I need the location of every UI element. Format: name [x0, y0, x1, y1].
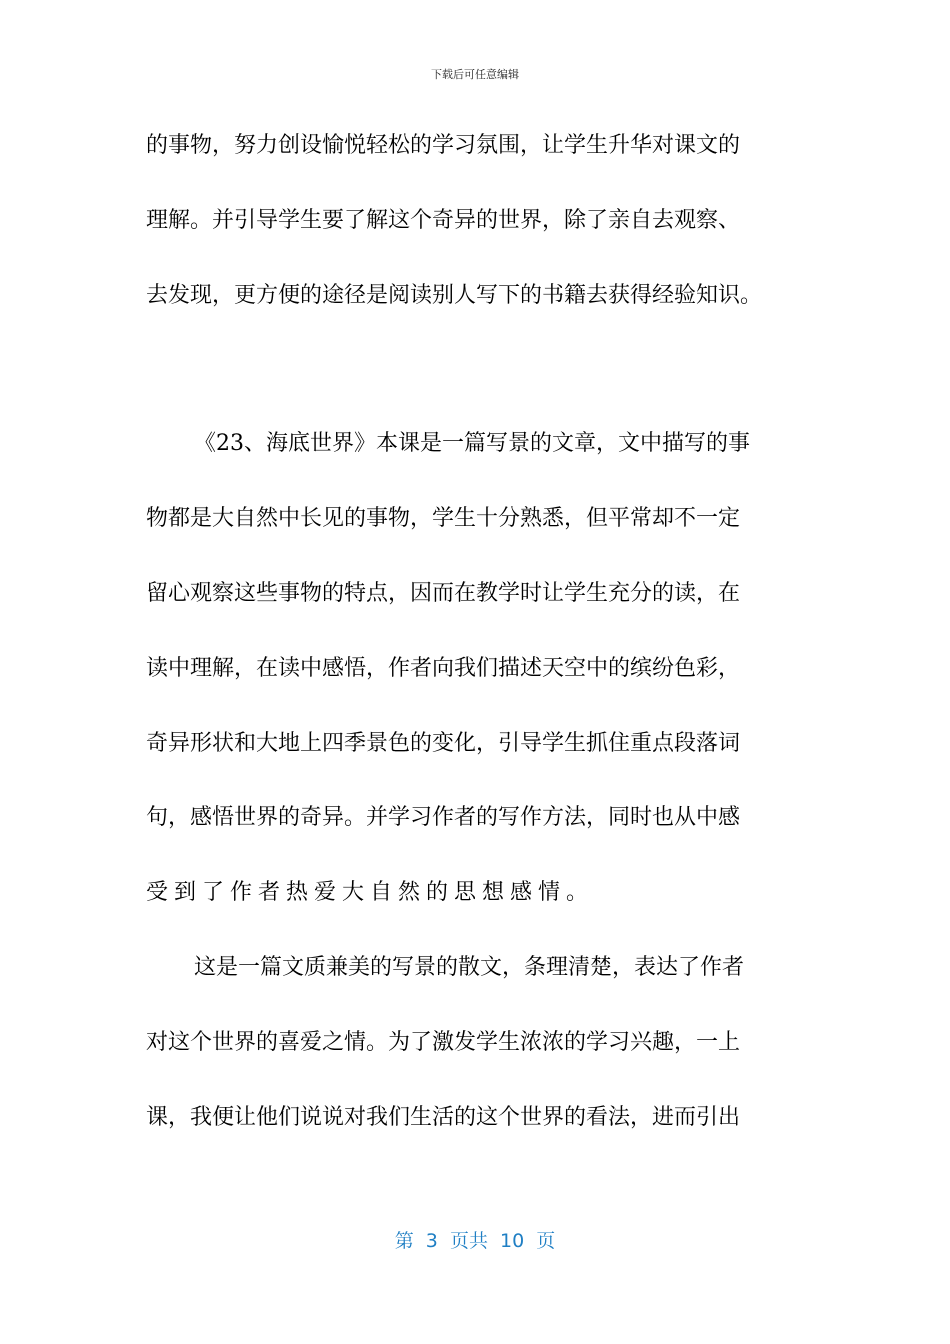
paragraph-line: 去发现，更方便的途径是阅读别人写下的书籍去获得经验知识。	[146, 283, 763, 308]
paragraph-line: 理解。并引导学生要了解这个奇异的世界，除了亲自去观察、	[146, 208, 741, 233]
paragraph-line: 留心观察这些事物的特点，因而在教学时让学生充分的读，在	[146, 581, 741, 606]
paragraph-line: 对这个世界的喜爱之情。为了激发学生浓浓的学习兴趣，一上	[146, 1030, 741, 1055]
paragraph-line: 受到了作者热爱大自然的思想感情。	[146, 880, 595, 905]
paragraph-line: 读中理解，在读中感悟，作者向我们描述天空中的缤纷色彩，	[146, 656, 741, 681]
paragraph-line: 句，感悟世界的奇异。并学习作者的写作方法，同时也从中感	[146, 805, 741, 830]
page-number: 第 3 页共 10 页	[394, 1230, 556, 1252]
paragraph-line: 《23、海底世界》本课是一篇写景的文章，文中描写的事	[194, 431, 750, 456]
paragraph-line: 奇异形状和大地上四季景色的变化，引导学生抓住重点段落词	[146, 731, 741, 756]
paragraph-line: 课，我便让他们说说对我们生活的这个世界的看法，进而引出	[146, 1105, 741, 1130]
paragraph-line: 物都是大自然中长见的事物，学生十分熟悉，但平常却不一定	[146, 506, 741, 531]
paragraph-line: 这是一篇文质兼美的写景的散文，条理清楚，表达了作者	[194, 955, 745, 980]
header-note: 下载后可任意编辑	[431, 68, 519, 81]
paragraph-line: 的事物，努力创设愉悦轻松的学习氛围，让学生升华对课文的	[146, 133, 741, 158]
